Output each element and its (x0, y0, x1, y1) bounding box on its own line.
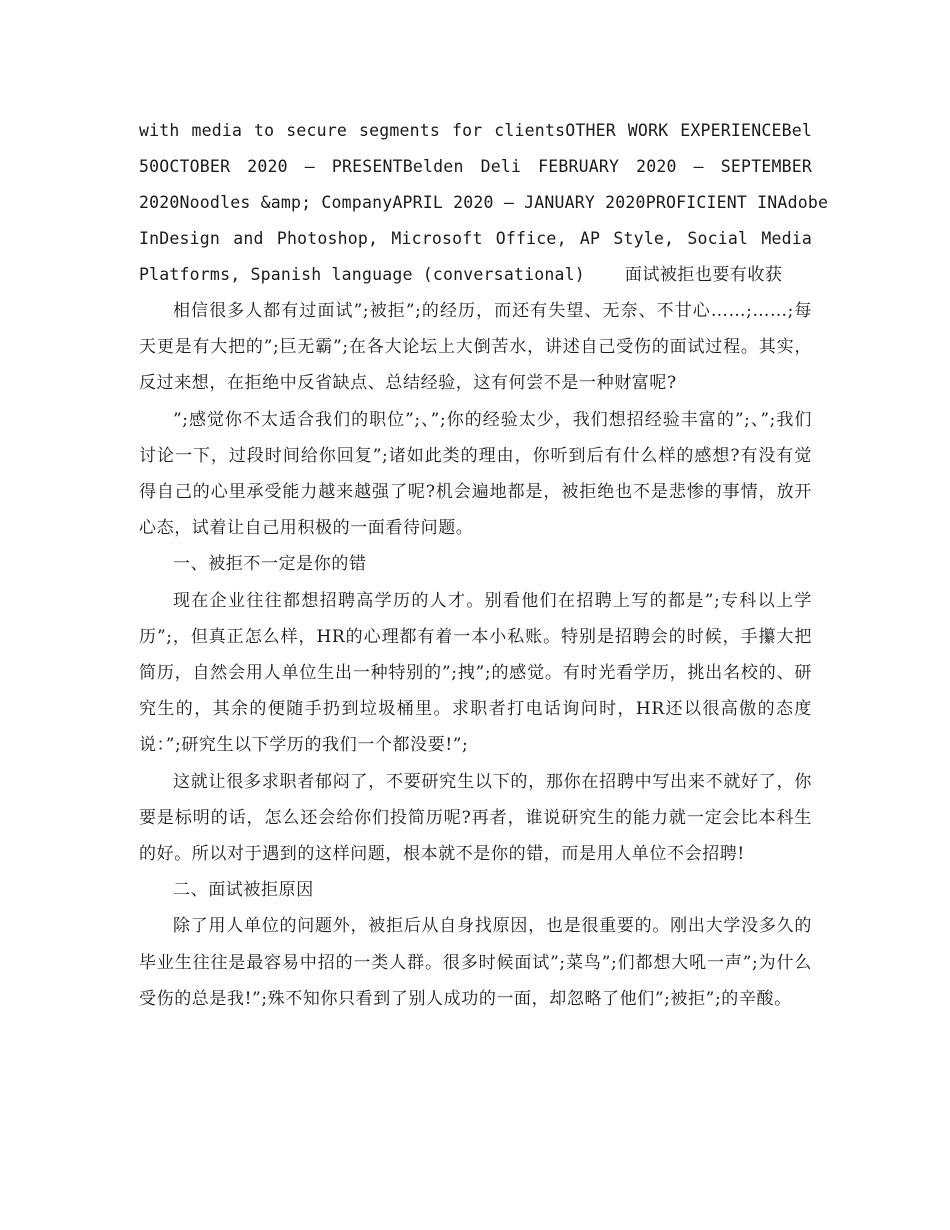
english-line-4: InDesign and Photoshop, Microsoft Office, AP Style, Social Media (139, 229, 812, 248)
english-resume-excerpt (139, 113, 829, 293)
paragraph-rejection-reasons: ”;感觉你不太适合我们的职位”;、”;你的经验太少，我们想招经验丰富的”;、”;我们讨论一下，过段时间给你回复”;诸如此类的理由，你听到后有什么样的感想?有没有觉得自己的心里承受能力越来越强了呢?机会遍地都是，被拒绝也不是悲惨的事情，放开心态，试着让自己用积极的一面看待问题。 (139, 409, 812, 539)
document-page (139, 113, 829, 1017)
english-line-5-text: Platforms, Spanish language (conversational) (139, 265, 585, 284)
english-line-5 (139, 257, 812, 293)
section-heading-1: 一、被拒不一定是你的错 (173, 554, 367, 575)
english-line-2: 50OCTOBER 2020 – PRESENTBelden Deli FEBRUARY 2020 – SEPTEMBER (139, 157, 812, 176)
paragraph-not-your-fault: 这就让很多求职者郁闷了，不要研究生以下的，那你在招聘中写出来不就好了，你要是标明的话，怎么还会给你们投简历呢?再者，谁说研究生的能力就一定会比本科生的好。所以对于遇到的这样问题，根本就不是你的错，而是用人单位不会招聘! (139, 771, 812, 865)
english-line-1: with media to secure segments for clientsOTHER WORK EXPERIENCEBel (139, 121, 812, 140)
paragraph-education-bias: 现在企业往往都想招聘高学历的人才。别看他们在招聘上写的都是”;专科以上学历”;，但真正怎么样，HR的心理都有着一本小私账。特别是招聘会的时候，手攥大把简历，自然会用人单位生出一种特别的”;拽”;的感觉。有时光看学历，挑出名校的、研究生的，其余的便随手扔到垃圾桶里。求职者打电话询问时，HR还以很高傲的态度说：”;研究生以下学历的我们一个都没要!”; (139, 590, 812, 756)
paragraph-self-reflection: 除了用人单位的问题外，被拒后从自身找原因，也是很重要的。刚出大学没多久的毕业生往往是最容易中招的一类人群。很多时候面试”;菜鸟”;们都想大吼一声”;为什么受伤的总是我!”;殊不知你只看到了别人成功的一面，却忽略了他们”;被拒”;的辛酸。 (139, 916, 812, 1009)
english-line-3: 2020Noodles &amp; CompanyAPRIL 2020 – JANUARY 2020PROFICIENT INAdobe (139, 193, 829, 212)
paragraph-intro: 相信很多人都有过面试”;被拒”;的经历，而还有失望、无奈、不甘心……;……;每天更是有大把的”;巨无霸”;在各大论坛上大倒苦水，讲述自己受伤的面试过程。其实，反过来想，在拒绝中反省缺点、总结经验，这有何尝不是一种财富呢? (139, 301, 812, 394)
section-heading-2: 二、面试被拒原因 (173, 880, 314, 901)
article-title: 面试被拒也要有收获 (624, 265, 783, 285)
